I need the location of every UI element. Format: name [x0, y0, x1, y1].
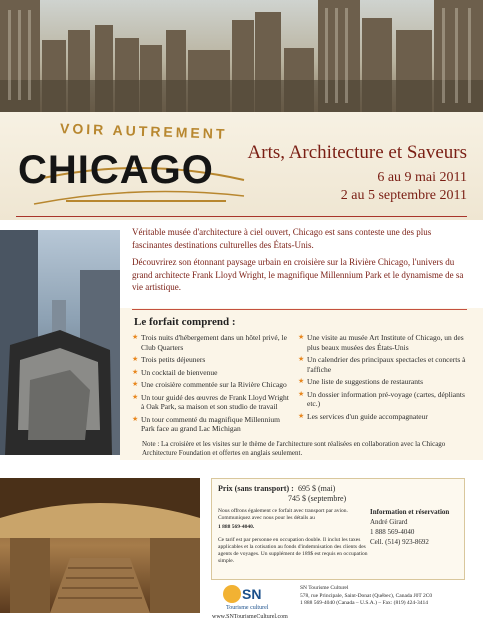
contact-cell: Cell. (514) 923-8692: [370, 538, 429, 546]
forfait-list-left: [132, 333, 292, 437]
price-may: 695 $ (mai): [298, 484, 336, 493]
list-item: ★ Un tour guidé des œuvres de Frank Lloyd Wright à Oak Park, sa maison et son studio de travail: [132, 393, 292, 412]
contact-phone: 1 888 569-4040: [370, 528, 415, 536]
contact-name: André Girard: [370, 518, 408, 526]
logo-underline: [66, 200, 226, 202]
list-item: ★ Un cocktail de bienvenue: [132, 368, 292, 378]
list-item: ★ Une visite au musée Art Institute of Chicago, un des plus beaux musées des États-Unis: [298, 333, 466, 352]
list-item: ★ Les services d'un guide accompagnateur: [298, 412, 466, 422]
list-item: ★ Trois nuits d'hébergement dans un hôtel privé, le Club Quarters: [132, 333, 292, 352]
intro-paragraph: Découvrirez son étonnant paysage urbain en croisière sur la Rivière Chicago, l'univers du grand architecte Frank Lloyd Wright, le magnifique Millennium Park et le dynamisme de sa vie artistique.: [132, 257, 464, 292]
page-subtitle: Arts, Architecture et Saveurs: [247, 142, 467, 163]
logo-tagline: VOIR AUTREMENT: [59, 120, 228, 142]
sn-logo-icon: [222, 583, 282, 605]
transport-text: Nous offrons également ce forfait avec transport par avion. Communiquez avec nous pour les détails au: [218, 508, 348, 521]
forfait-list-right: [298, 333, 466, 424]
address-block: [300, 585, 432, 608]
divider: [132, 309, 467, 310]
company-address: 578, rue Principale, Saint-Donat (Québec), Canada J0T 2C0: [300, 592, 433, 599]
forfait-note: Note : La croisière et les visites sur le thème de l'architecture sont réalisées en collaboration avec la Chicago Architecture Foundation et offertes en anglais seulement.: [142, 440, 446, 457]
logo-wordmark: CHICAGO: [18, 148, 214, 192]
list-item: ★ Un tour commenté du magnifique Millennium Park face au grand Lac Michigan: [132, 415, 292, 434]
sculpture-photo: [0, 230, 120, 455]
intro-text: [132, 226, 466, 299]
skyline-photo: [0, 0, 483, 112]
price-label: Prix (sans transport) :: [218, 484, 294, 493]
sn-logo-letters: SN: [242, 586, 262, 602]
forfait-title: Le forfait comprend :: [134, 316, 236, 328]
list-item: ★ Une croisière commentée sur la Rivière Chicago: [132, 380, 292, 390]
divider: [16, 216, 467, 217]
transport-phone: 1 888 569-4040.: [218, 524, 255, 530]
company-name: SN Tourisme Culturel: [300, 585, 349, 591]
date-september: 2 au 5 septembre 2011: [340, 188, 467, 203]
list-item: ★ Un dossier information pré-voyage (cartes, dépliants etc.): [298, 390, 466, 409]
list-item: ★ Trois petits déjeuners: [132, 355, 292, 365]
contact-title: Information et réservation: [370, 508, 450, 516]
sn-logo-text: Tourisme culturel: [226, 605, 269, 611]
tarif-text: Ce tarif est par personne en occupation double. Il inclut les taxes applicables et la cotisation au fonds d'indemnisation des clients des agents de voyages. Un supplément de 189$ est requis en occupation simple.: [218, 537, 368, 564]
date-may: 6 au 9 mai 2011: [377, 170, 467, 185]
intro-paragraph: Véritable musée d'architecture à ciel ouvert, Chicago est sans conteste une des plus fascinantes destinations culturelles des États-Unis.: [132, 227, 432, 250]
list-item: ★ Un calendrier des principaux spectacles et concerts à l'affiche: [298, 355, 466, 374]
website-link[interactable]: www.SNTourismeCulturel.com: [212, 614, 288, 620]
price-september: 745 $ (septembre): [288, 494, 347, 503]
interior-photo: [0, 478, 200, 613]
list-item: ★ Une liste de suggestions de restaurants: [298, 377, 466, 387]
company-phones: 1 888 569-4040 (Canada – U.S.A.) – Fax: (819) 424-3414: [300, 600, 429, 606]
